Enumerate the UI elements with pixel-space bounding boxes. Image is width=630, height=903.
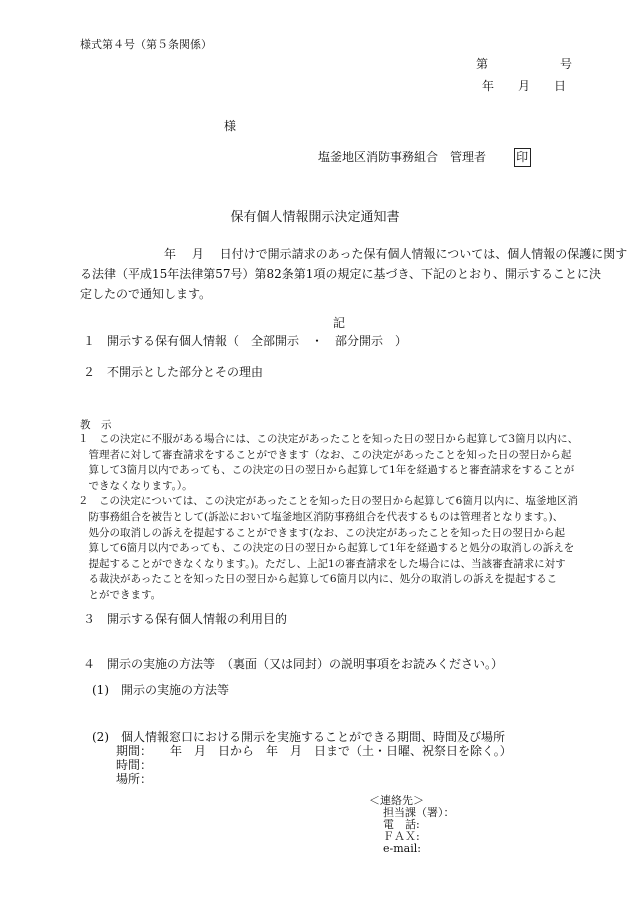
notice-line: 提起することができなくなります。)。ただし、上記1の審査請求をした場合には、当該審査請求に対す — [78, 557, 566, 570]
contact-dept: 担当課（署）： — [383, 806, 455, 819]
method-2-period: 期間： 年 月 日から 年 月 日まで（土・日曜、祝祭日を除く。） — [116, 744, 512, 758]
notice-line: １ この決定に不服がある場合には、この決定があったことを知った日の翌日から起算して3箇月以内に、 — [78, 433, 579, 445]
intro-line-1: 年 月 日付けで開示請求のあった保有個人情報については、個人情報の保護に関す — [80, 247, 628, 261]
notice-line: 管理者に対して審査請求をすることができます（なお、この決定があったことを知った日の翌日から起 — [78, 448, 572, 461]
method-1: (1) 開示の実施の方法等 — [92, 683, 229, 697]
item-4: ４ 開示の実施の方法等 （裏面（又は同封）の説明事項をお読みください。） — [83, 657, 504, 671]
item-2: ２ 不開示とした部分とその理由 — [83, 365, 264, 379]
intro-line-2: る法律（平成15年法律第57号）第82条第1項の規定に基づき、下記のとおり、開示することに決 — [80, 267, 601, 281]
notice-heading: 教 示 — [80, 419, 112, 431]
method-2-heading: (2) 個人情報窓口における開示を実施することができる期間、時間及び場所 — [92, 730, 506, 744]
document-date: 年 月 日 — [482, 79, 567, 93]
contact-email: e-mail: — [383, 842, 421, 855]
notice-line: ２ この決定については、この決定があったことを知った日の翌日から起算して6箇月以内に、塩釜地区消 — [78, 495, 578, 508]
seal-mark: 印 — [514, 148, 531, 167]
notice-line: とができます。 — [78, 589, 162, 601]
issuer-name: 塩釜地区消防事務組合 管理者 — [318, 150, 487, 164]
item-1: １ 開示する保有個人情報（ 全部開示 ・ 部分開示 ） — [83, 334, 408, 348]
notice-line: 処分の取消しの訴えを提起することができます(なお、この決定があったことを知った日の翌日から起 — [78, 526, 565, 539]
contact-fax: ＦＡＸ: — [383, 830, 420, 843]
method-2-place: 場所： — [116, 772, 153, 786]
issuer-line — [318, 148, 531, 167]
intro-line-3: 定したので通知します。 — [80, 287, 212, 301]
document-number: 第 号 — [476, 57, 573, 71]
document-title: 保有個人情報開示決定通知書 — [230, 210, 400, 225]
addressee-suffix: 様 — [224, 119, 237, 133]
notice-line: る裁決があったことを知った日の翌日から起算して6箇月以内に、処分の取消しの訴えを提起するこ — [78, 573, 558, 586]
form-number: 様式第４号（第５条関係） — [80, 38, 212, 51]
ki-heading: 記 — [333, 316, 346, 330]
contact-phone: 電 話: — [383, 818, 420, 831]
notice-line: 算して6箇月以内であっても、この決定の日の翌日から起算して1年を経過すると処分の取消しの訴えを — [78, 542, 575, 555]
method-2-time: 時間： — [116, 758, 153, 772]
notice-line: 防事務組合を被告として(訴訟において塩釜地区消防事務組合を代表するものは管理者となります。)、 — [78, 511, 564, 523]
contact-heading: ＜連絡先＞ — [369, 794, 424, 807]
notice-line: できなくなります。）。 — [78, 479, 193, 492]
notice-line: 算して3箇月以内であっても、この決定の日の翌日から起算して1年を経過すると審査請求をすることが — [78, 464, 575, 477]
item-3: ３ 開示する保有個人情報の利用目的 — [83, 612, 288, 626]
